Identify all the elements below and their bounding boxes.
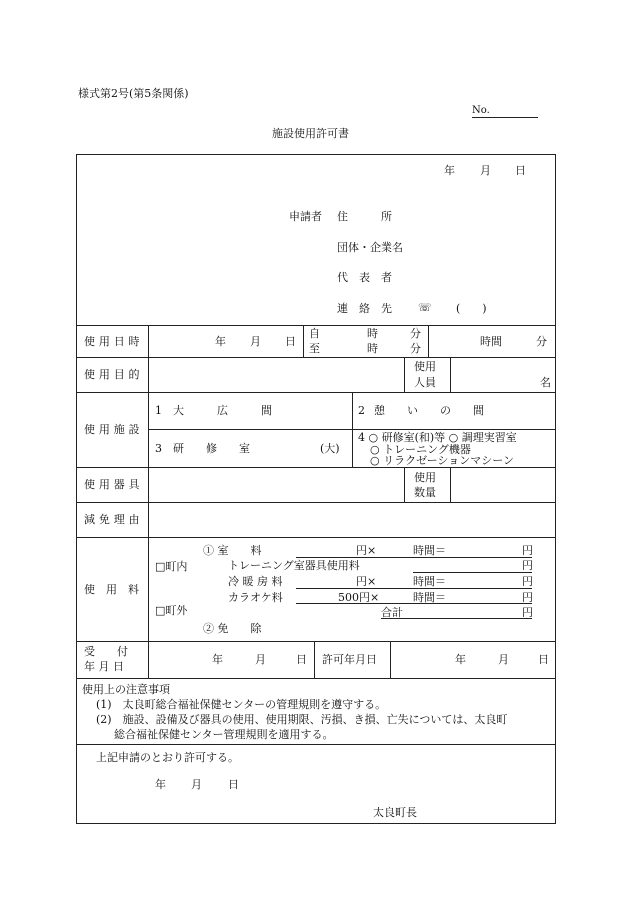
room-fee-yen: 円 xyxy=(522,544,533,557)
facility-3-size: (大) xyxy=(320,442,340,455)
karaoke-fee-hours: 時間＝ xyxy=(413,591,446,604)
facility-4-line3[interactable]: ○ リラクゼーションマシーン xyxy=(370,454,514,467)
duration-minutes: 分 xyxy=(536,335,547,348)
note-2-cont: 総合福祉保健センター管理規則を適用する。 xyxy=(114,728,334,741)
header-date-month: 月 xyxy=(480,164,491,177)
permission-month: 月 xyxy=(191,778,202,791)
equipment-label: 使用器具 xyxy=(84,478,144,491)
permit-day: 日 xyxy=(538,653,549,666)
col-divider xyxy=(450,467,451,502)
usage-purpose-label: 使用目的 xyxy=(84,368,144,381)
exempt-label: ② 免 除 xyxy=(203,622,262,635)
facility-label: 使用施設 xyxy=(84,423,144,436)
ac-fee-yen-times: 円× xyxy=(356,575,377,588)
people-label: 使用 xyxy=(414,360,436,373)
to-minute: 分 xyxy=(410,342,421,355)
reception-year: 年 xyxy=(212,653,223,666)
ac-fee-label: 冷 暖 房 料 xyxy=(228,575,283,588)
exemption-label: 減免理由 xyxy=(84,513,144,526)
to-label: 至 xyxy=(309,342,320,355)
fees-label: 使 用 料 xyxy=(84,583,139,596)
karaoke-fee-label: カラオケ料 xyxy=(228,591,283,604)
contact-label: 連 絡 先 xyxy=(337,302,392,315)
usage-datetime-label: 使用日時 xyxy=(84,335,144,348)
notes-title: 使用上の注意事項 xyxy=(82,683,170,696)
total-label: 合計 xyxy=(381,606,403,619)
reception-label: 受 付 xyxy=(84,645,128,658)
room-fee-line[interactable] xyxy=(296,557,532,558)
col-divider xyxy=(303,325,304,357)
note-2: (2) 施設、設備及び器具の使用、使用期限、汚損、き損、亡失については、太良町 xyxy=(96,713,508,726)
permission-year: 年 xyxy=(155,778,166,791)
usage-month: 月 xyxy=(250,335,261,348)
training-fee-yen: 円 xyxy=(522,559,533,572)
note-1: (1) 太良町総合福祉保健センターの管理規則を遵守する。 xyxy=(96,698,387,711)
address-label: 住 所 xyxy=(337,210,392,223)
karaoke-price: 500円× xyxy=(338,591,380,604)
header-date-year: 年 xyxy=(444,164,455,177)
in-town-checkbox[interactable]: □町内 xyxy=(155,560,188,573)
ac-fee-yen: 円 xyxy=(522,575,533,588)
total-yen: 円 xyxy=(522,606,533,619)
usage-year: 年 xyxy=(215,335,226,348)
page-title: 施設使用許可書 xyxy=(272,127,349,140)
from-label: 自 xyxy=(309,327,320,340)
number-field[interactable] xyxy=(472,117,538,118)
permit-date-label: 許可年月日 xyxy=(322,653,377,666)
representative-label: 代 表 者 xyxy=(337,271,392,284)
col-divider xyxy=(450,357,451,392)
quantity-label: 数量 xyxy=(414,486,436,499)
quantity-label: 使用 xyxy=(414,471,436,484)
phone-paren: ( ) xyxy=(456,302,487,315)
col-divider xyxy=(428,325,429,357)
facility-4-line2[interactable]: ○ トレーニング機器 xyxy=(370,443,471,456)
karaoke-fee-line[interactable] xyxy=(296,603,532,604)
facility-1-num: 1 xyxy=(155,404,162,417)
applicant-label: 申請者 xyxy=(289,210,322,223)
form-style-label: 様式第2号(第5条関係) xyxy=(78,87,189,100)
people-label: 人員 xyxy=(414,376,436,389)
number-label: No. xyxy=(472,105,490,116)
phone-icon: ☏ xyxy=(418,301,432,314)
duration-hours: 時間 xyxy=(480,335,502,348)
to-hour: 時 xyxy=(367,342,378,355)
ac-fee-line[interactable] xyxy=(296,588,532,589)
reception-label: 年 月 日 xyxy=(84,660,124,673)
col-divider xyxy=(404,467,405,502)
signer: 太良町長 xyxy=(373,806,417,819)
ac-fee-hours: 時間＝ xyxy=(413,575,446,588)
facility-3-num: 3 xyxy=(155,442,162,455)
permit-year: 年 xyxy=(455,653,466,666)
reception-month: 月 xyxy=(255,653,266,666)
permit-month: 月 xyxy=(498,653,509,666)
training-fee-label: トレーニング室器具使用料 xyxy=(228,559,360,572)
facility-4-line1[interactable]: 4 ○ 研修室(和)等 ○ 調理実習室 xyxy=(358,431,517,444)
facility-2-num: 2 xyxy=(358,404,365,417)
from-hour: 時 xyxy=(367,327,378,340)
col-divider xyxy=(390,641,391,678)
permission-day: 日 xyxy=(228,778,239,791)
row-divider xyxy=(76,678,556,679)
karaoke-fee-yen: 円 xyxy=(522,591,533,604)
room-fee-yen-times: 円× xyxy=(356,544,377,557)
permission-statement: 上記申請のとおり許可する。 xyxy=(96,751,239,764)
facility-2-name[interactable]: 憩 い の 間 xyxy=(374,404,484,417)
facility-1-name[interactable]: 大 広 間 xyxy=(173,404,272,417)
out-town-checkbox[interactable]: □町外 xyxy=(155,604,188,617)
label-column-divider xyxy=(148,325,149,678)
org-name-label: 団体・企業名 xyxy=(337,241,403,254)
room-fee-label: ① 室 料 xyxy=(203,544,262,557)
reception-day: 日 xyxy=(296,653,307,666)
room-fee-hours: 時間＝ xyxy=(413,544,446,557)
col-divider xyxy=(314,641,315,678)
header-date-day: 日 xyxy=(515,164,526,177)
usage-day: 日 xyxy=(285,335,296,348)
people-unit: 名 xyxy=(540,376,551,389)
col-divider xyxy=(404,357,405,392)
facility-3-name[interactable]: 研 修 室 xyxy=(173,442,250,455)
total-line[interactable] xyxy=(381,618,532,619)
col-divider xyxy=(352,392,353,467)
row-divider xyxy=(76,744,556,745)
from-minute: 分 xyxy=(410,327,421,340)
training-fee-line[interactable] xyxy=(413,572,532,573)
